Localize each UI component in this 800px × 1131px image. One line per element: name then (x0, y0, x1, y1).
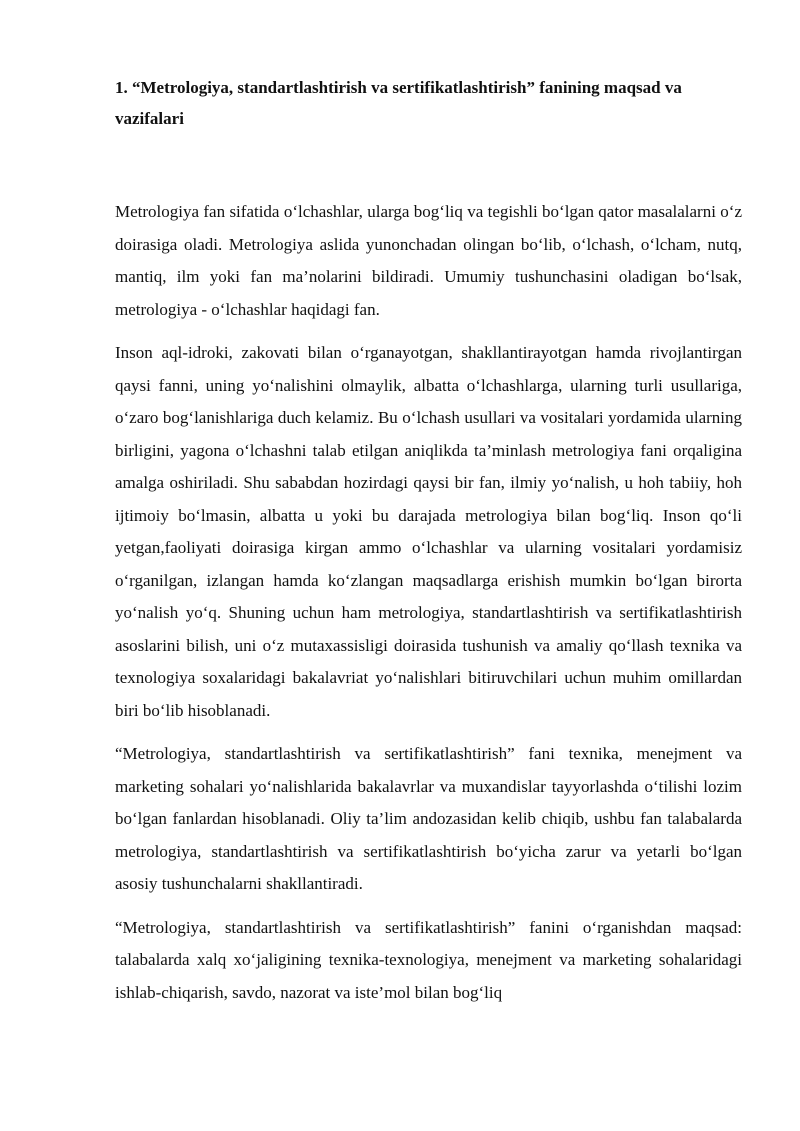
document-page (115, 72, 742, 1020)
paragraph-course-role: “Metrologiya, standartlashtirish va sertifikatlashtirish” fani texnika, menejment va marketing sohalari yo‘nalishlarida bakalavrlar va muxandislar tayyorlashda o‘tilishi lozim bo‘lgan fanlardan hisoblanadi. Oliy ta’lim andozasidan kelib chiqib, ushbu fan talabalarda metrologiya, standartlashtirish va sertifikatlashtirish bo‘yicha zarur va yetarli bo‘lgan asosiy tushunchalarni shakllantiradi. (115, 744, 742, 893)
section-heading: 1. “Metrologiya, standartlashtirish va sertifikatlashtirish” fanining maqsad va vazifalari (115, 78, 682, 128)
paragraph-metrology-definition: Metrologiya fan sifatida o‘lchashlar, ularga bog‘liq va tegishli bo‘lgan qator masalalarni o‘z doirasiga oladi. Metrologiya aslida yunonchadan olingan bo‘lib, o‘lchash, o‘lcham, nutq, mantiq, ilm yoki fan ma’nolarini bildiradi. Umumiy tushunchasini oladigan bo‘lsak, metrologiya - o‘lchashlar haqidagi fan. (115, 202, 742, 319)
paragraph-course-goal: “Metrologiya, standartlashtirish va sertifikatlashtirish” fanini o‘rganishdan maqsad: talabalarda xalq xo‘jaligining texnika-texnologiya, menejment va marketing sohalaridagi ishlab-chiqarish, savdo, nazorat va iste’mol bilan bog‘liq (115, 917, 742, 1002)
paragraph-metrology-importance: Inson aql-idroki, zakovati bilan o‘rganayotgan, shakllantirayotgan hamda rivojlantirgan qaysi fanni, uning yo‘nalishini olmaylik, albatta o‘lchashlarga, ularning turli usullariga, o‘zaro bog‘lanishlariga duch kelamiz. Bu o‘lchash usullari va vositalari yordamida ularning birligini, yagona o‘lchashni talab etilgan aniqlikda ta’minlash metrologiya fani orqaligina amalga oshiriladi. Shu sababdan hozirdagi qaysi bir fan, ilmiy yo‘nalish, u hoh tabiiy, hoh ijtimoiy bo‘lmasin, albatta u yoki bu darajada metrologiya bilan bog‘liq. Inson qo‘li yetgan,faoliyati doirasiga kirgan ammo o‘lchashlar va ularning vositalari yordamisiz o‘rganilgan, izlangan hamda ko‘zlangan maqsadlarga erishish mumkin bo‘lgan birorta yo‘nalish yo‘q. Shuning uchun ham metrologiya, standartlashtirish va sertifikatlashtirish asoslarini bilish, uni o‘z mutaxassisligi doirasida tushunish va amaliy qo‘llash texnika va texnologiya soxalaridagi bakalavriat yo‘nalishlari bitiruvchilari uchun muhim omillardan biri bo‘lib hisoblanadi. (115, 343, 742, 720)
